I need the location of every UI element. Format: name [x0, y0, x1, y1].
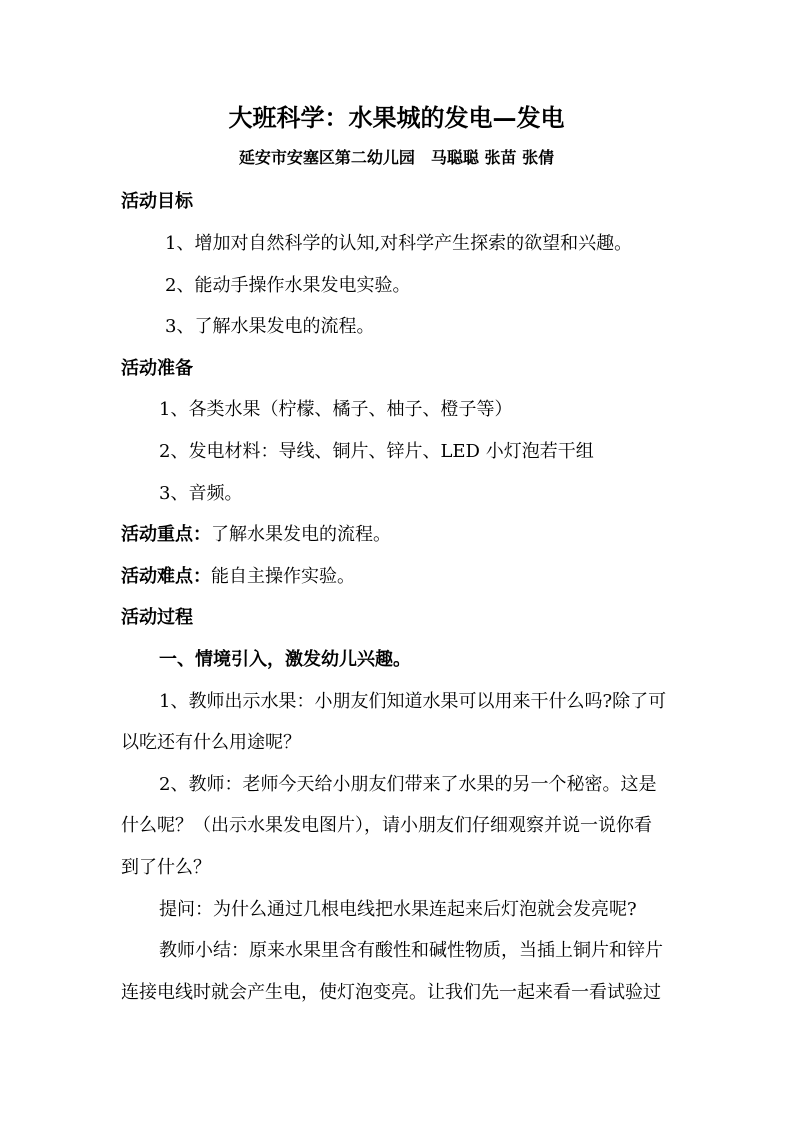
- goal-item: 1、增加对自然科学的认知,对科学产生探索的欲望和兴趣。: [165, 233, 633, 254]
- paragraph-line: 以吃还有什么用途呢？: [121, 732, 301, 753]
- document-title: 大班科学：水果城的发电—发电: [228, 103, 565, 132]
- paragraph-line: 2、教师：老师今天给小朋友们带来了水果的另一个秘密。这是: [159, 774, 657, 795]
- goal-item: 2、能动手操作水果发电实验。: [165, 275, 411, 296]
- difficulty-line: [121, 565, 355, 589]
- prep-item: 3、音频。: [159, 483, 243, 504]
- paragraph-line: 什么呢？（出示水果发电图片），请小朋友们仔细观察并说一说你看: [121, 815, 652, 836]
- paragraph-line: 1、教师出示水果：小朋友们知道水果可以用来干什么吗?除了可: [159, 691, 667, 712]
- prep-item: 1、各类水果（柠檬、橘子、柚子、橙子等）: [159, 399, 513, 420]
- paragraph-line: 连接电线时就会产生电，使灯泡变亮。让我们先一起来看一看试验过: [121, 982, 661, 1003]
- section-heading-prep: 活动准备: [121, 358, 193, 379]
- key-point-text: 了解水果发电的流程。: [211, 524, 391, 545]
- key-point-label: 活动重点：: [121, 524, 211, 545]
- section-heading-goals: 活动目标: [121, 191, 193, 212]
- prep-item: 2、发电材料：导线、铜片、锌片、LED 小灯泡若干组: [159, 441, 594, 462]
- section-heading-process: 活动过程: [121, 607, 193, 628]
- step1-heading: 一、情境引入，激发幼儿兴趣。: [159, 649, 411, 670]
- question-line: 提问：为什么通过几根电线把水果连起来后灯泡就会发亮呢?: [159, 899, 637, 920]
- key-point-line: [121, 523, 391, 547]
- goal-item: 3、了解水果发电的流程。: [165, 316, 375, 337]
- author-line: 延安市安塞区第二幼儿园 马聪聪 张苗 张倩: [238, 148, 555, 167]
- paragraph-line: 教师小结：原来水果里含有酸性和碱性物质，当插上铜片和锌片: [159, 940, 663, 961]
- difficulty-text: 能自主操作实验。: [211, 566, 355, 587]
- paragraph-line: 到了什么？: [121, 857, 211, 878]
- difficulty-label: 活动难点：: [121, 566, 211, 587]
